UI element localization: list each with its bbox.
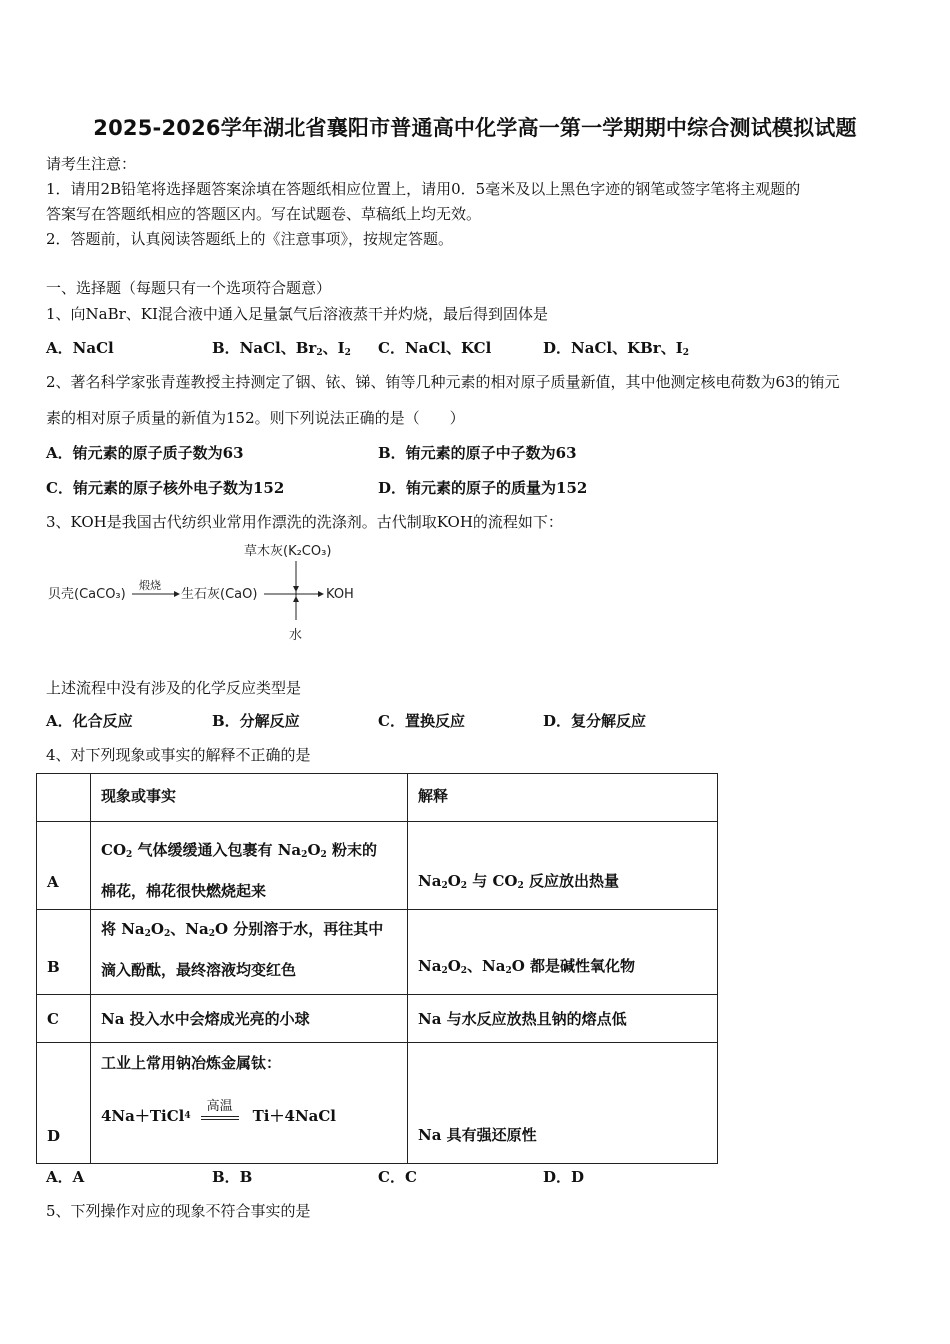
ra-s2: 2 bbox=[301, 850, 308, 860]
row-a-label: A bbox=[37, 822, 91, 910]
q4-option-b[interactable]: B．B bbox=[212, 1168, 253, 1186]
q3-option-b[interactable]: B．分解反应 bbox=[212, 712, 300, 730]
q1-option-b[interactable] bbox=[212, 337, 351, 358]
rb-s1: 2 bbox=[144, 929, 151, 939]
q3-option-d[interactable]: D．复分解反应 bbox=[543, 712, 647, 730]
rae-s3: 2 bbox=[517, 881, 524, 891]
rd-equation bbox=[101, 1099, 397, 1126]
q4-stem: 4、对下列现象或事实的解释不正确的是 bbox=[46, 746, 311, 764]
notice-line-3: 2．答题前，认真阅读答题纸上的《注意事项》，按规定答题。 bbox=[46, 230, 454, 248]
rb-t3: 、Na bbox=[170, 920, 209, 938]
q1-b-sub: 2 bbox=[316, 348, 323, 358]
q2-stem-line-2: 素的相对原子质量的新值为152。则下列说法正确的是（ ） bbox=[46, 409, 465, 427]
notice-line-1: 1．请用2B铅笔将选择题答案涂填在答题纸相应位置上，请用0．5毫米及以上黑色字迹的钢笔或签字笔将主观题的 bbox=[46, 180, 801, 198]
flow-ash-label: 草木灰(K₂CO₃) bbox=[244, 544, 332, 559]
rbe-s1: 2 bbox=[441, 966, 448, 976]
rb-t4: O 分别溶于水，再往其中 bbox=[214, 920, 384, 938]
rb-t1: 将 Na bbox=[101, 920, 145, 938]
row-d-explanation: Na 具有强还原性 bbox=[408, 1043, 718, 1164]
q5-stem: 5、下列操作对应的现象不符合事实的是 bbox=[46, 1202, 311, 1220]
rbe-t3: 、Na bbox=[467, 957, 506, 975]
rd-eq-sub: 4 bbox=[184, 1110, 191, 1121]
rd-eq-right: Ti＋4NaCl bbox=[252, 1107, 337, 1125]
q1-option-c[interactable]: C．NaCl、KCl bbox=[378, 339, 492, 357]
flow-arrow-1-head bbox=[174, 591, 180, 597]
ra-line2: 棉花，棉花很快燃烧起来 bbox=[101, 882, 267, 900]
q1-option-d[interactable] bbox=[543, 337, 689, 358]
page-title: 2025-2026学年湖北省襄阳市普通高中化学高一第一学期期中综合测试模拟试题 bbox=[93, 116, 857, 140]
q3-stem: 3、KOH是我国古代纺织业常用作漂洗的洗涤剂。古代制取KOH的流程如下： bbox=[46, 513, 563, 531]
flow-quicklime-label: 生石灰(CaO) bbox=[181, 587, 258, 602]
q4-table bbox=[36, 773, 718, 1164]
q1-b-text2: 、I bbox=[322, 339, 345, 357]
rbe-s3: 2 bbox=[505, 966, 512, 976]
rb-t2: O bbox=[150, 920, 164, 938]
q1-b-sub2: 2 bbox=[344, 348, 351, 358]
rb-s3: 2 bbox=[208, 929, 215, 939]
flow-arrow-2-head bbox=[318, 591, 324, 597]
q2-option-c[interactable]: C．铕元素的原子核外电子数为152 bbox=[46, 479, 285, 497]
rd-line1: 工业上常用钠冶炼金属钛： bbox=[101, 1054, 282, 1072]
header-label-cell bbox=[37, 774, 91, 822]
notice-heading: 请考生注意： bbox=[46, 155, 137, 173]
rbe-t1: Na bbox=[418, 957, 442, 975]
flow-product-label: KOH bbox=[326, 587, 354, 602]
row-c-label: C bbox=[37, 995, 91, 1043]
flow-calcine-label: 煅烧 bbox=[139, 579, 161, 592]
rae-s1: 2 bbox=[441, 881, 448, 891]
notice-line-2: 答案写在答题纸相应的答题区内。写在试题卷、草稿纸上均无效。 bbox=[46, 205, 482, 223]
ra-s1: 2 bbox=[126, 850, 133, 860]
row-a-phenomenon bbox=[91, 822, 408, 910]
row-c-phenomenon: Na 投入水中会熔成光亮的小球 bbox=[91, 995, 408, 1043]
row-d-phenomenon bbox=[91, 1043, 408, 1164]
rd-eq-condition bbox=[201, 1099, 239, 1120]
rae-t4: 反应放出热量 bbox=[523, 872, 619, 890]
flow-up-arrow-head bbox=[293, 596, 299, 602]
q1-option-a[interactable]: A．NaCl bbox=[46, 339, 114, 357]
q3-option-a[interactable]: A．化合反应 bbox=[46, 712, 133, 730]
ra-t3: O bbox=[307, 841, 321, 859]
table-row-b bbox=[37, 910, 718, 995]
row-b-explanation bbox=[408, 910, 718, 995]
rae-s2: 2 bbox=[460, 881, 468, 891]
ra-t2: 气体缓缓通入包裹有 Na bbox=[132, 841, 302, 859]
q2-option-b[interactable]: B．铕元素的原子中子数为63 bbox=[378, 444, 577, 462]
header-phenomenon: 现象或事实 bbox=[91, 774, 408, 822]
ra-t1: CO bbox=[101, 841, 127, 859]
table-row-d bbox=[37, 1043, 718, 1164]
flow-down-arrow-head bbox=[293, 586, 299, 592]
q3-question: 上述流程中没有涉及的化学反应类型是 bbox=[46, 679, 302, 697]
q4-option-d[interactable]: D．D bbox=[543, 1168, 585, 1186]
rbe-t2: O bbox=[447, 957, 461, 975]
ra-s3: 2 bbox=[320, 850, 327, 860]
row-c-explanation: Na 与水反应放热且钠的熔点低 bbox=[408, 995, 718, 1043]
rd-eq-cond-text: 高温 bbox=[206, 1099, 233, 1114]
rb-s2: 2 bbox=[164, 929, 171, 939]
table-row-a bbox=[37, 822, 718, 910]
q1-d-text: D．NaCl、KBr、I bbox=[543, 339, 683, 357]
rae-t1: Na bbox=[418, 872, 442, 890]
q1-b-text: B．NaCl、Br bbox=[212, 339, 317, 357]
ra-t4: 粉末的 bbox=[326, 841, 378, 859]
table-row-c bbox=[37, 995, 718, 1043]
q3-option-c[interactable]: C．置换反应 bbox=[378, 712, 465, 730]
row-a-explanation bbox=[408, 822, 718, 910]
rae-t3: 与 CO bbox=[467, 872, 518, 890]
rd-eq-left: 4Na＋TiCl bbox=[101, 1107, 185, 1125]
q2-stem-line-1: 2、著名科学家张青莲教授主持测定了铟、铱、锑、铕等几种元素的相对原子质量新值，其中他测定核电荷数为63的铕元 bbox=[46, 373, 840, 391]
q1-stem: 1、向NaBr、KI混合液中通入足量氯气后溶液蒸干并灼烧，最后得到固体是 bbox=[46, 305, 548, 323]
q4-option-a[interactable]: A．A bbox=[46, 1168, 85, 1186]
row-b-phenomenon bbox=[91, 910, 408, 995]
rb-line2: 滴入酚酞，最终溶液均变红色 bbox=[101, 961, 297, 979]
q3-flow-diagram bbox=[46, 538, 376, 648]
rbe-s2: 2 bbox=[460, 966, 468, 976]
table-header-row bbox=[37, 774, 718, 822]
row-b-label: B bbox=[37, 910, 91, 995]
q4-option-c[interactable]: C．C bbox=[378, 1168, 417, 1186]
rd-eq-line-1 bbox=[201, 1116, 239, 1117]
header-explanation: 解释 bbox=[408, 774, 718, 822]
rd-eq-line-2 bbox=[201, 1119, 239, 1120]
rae-t2: O bbox=[447, 872, 461, 890]
section-heading: 一、选择题（每题只有一个选项符合题意） bbox=[46, 279, 332, 297]
flow-shell-label: 贝壳(CaCO₃) bbox=[48, 587, 126, 602]
row-d-label: D bbox=[37, 1043, 91, 1164]
rbe-t4: O 都是碱性氧化物 bbox=[511, 957, 636, 975]
flow-water-label: 水 bbox=[289, 628, 303, 643]
q1-d-sub: 2 bbox=[682, 348, 689, 358]
q2-option-d[interactable]: D．铕元素的原子的质量为152 bbox=[378, 479, 588, 497]
q2-option-a[interactable]: A．铕元素的原子质子数为63 bbox=[46, 444, 244, 462]
